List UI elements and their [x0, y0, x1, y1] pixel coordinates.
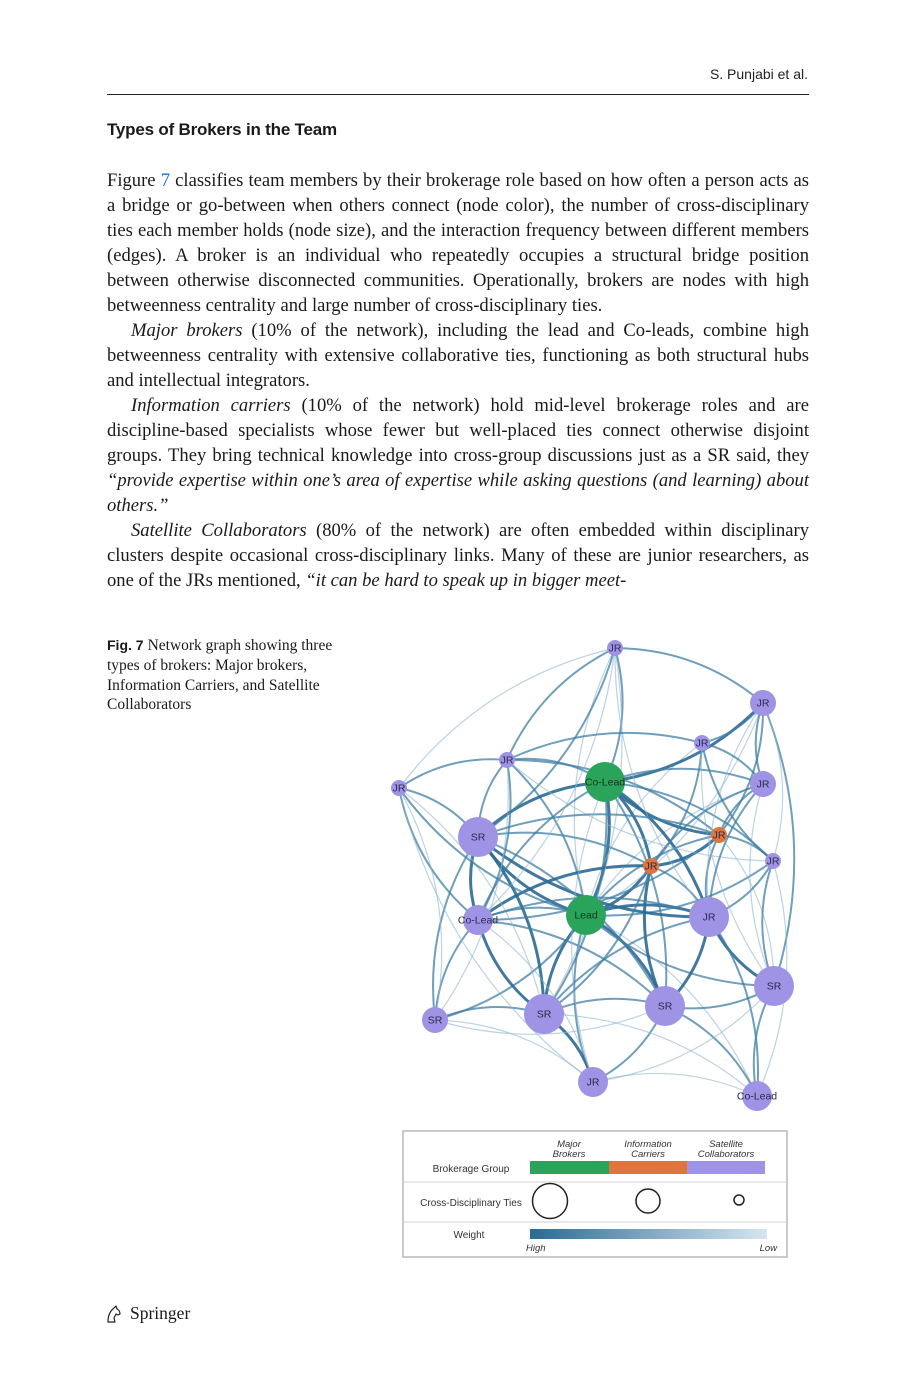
- running-head: S. Punjabi et al.: [709, 66, 808, 82]
- paragraph-3-rest: (10% of the network) hold mid-level brokerage roles and are discipline-based specialists whose fewer but well-placed ties connect otherwise disjoint groups. They bring technical knowledge into cross-group discussions just as a SR said, they: [107, 395, 809, 466]
- network-node-label: SR: [766, 980, 782, 993]
- legend-weight-high: High: [526, 1243, 546, 1254]
- figure-caption: [107, 636, 347, 715]
- paragraph-1-rest: classifies team members by their brokerage role based on how often a person acts as a bridge or go-between when others connect (node color), the number of cross-disciplinary ties each member holds (node size), and the interaction frequency between different members (edges). A broker is an individual who repeatedly occupies a structural bridge position between otherwise disconnected communities. Operationally, brokers are nodes with high betweenness centrality and large number of cross-disciplinary ties.: [107, 170, 809, 316]
- network-edge: [435, 1020, 593, 1082]
- network-node: [750, 771, 776, 797]
- legend-weight-low: Low: [759, 1243, 777, 1254]
- network-node: [578, 1067, 608, 1097]
- network-node-label: SR: [536, 1008, 552, 1021]
- network-node: [694, 735, 710, 751]
- network-node: [422, 1007, 448, 1033]
- network-node: [645, 986, 685, 1026]
- network-node: [643, 858, 659, 874]
- paragraph-1-start: Figure: [107, 170, 161, 191]
- network-node-label: Co-Lead: [736, 1090, 778, 1103]
- publisher-name: Springer: [130, 1303, 191, 1323]
- legend-row-brokerage-group: Brokerage Group: [432, 1164, 510, 1175]
- network-node: [765, 853, 781, 869]
- network-node: [754, 966, 794, 1006]
- legend-weight-gradient: [530, 1229, 767, 1239]
- legend-row-weight: Weight: [453, 1230, 485, 1241]
- network-graph: [370, 632, 810, 1272]
- network-node: [391, 780, 407, 796]
- network-node-label: JR: [644, 860, 658, 873]
- network-node: [524, 994, 564, 1034]
- footer: [104, 1303, 190, 1324]
- legend-column-satellite-collaborators: Satellite Collaborators: [697, 1139, 755, 1160]
- figure-label: Fig. 7: [107, 637, 144, 653]
- body-text: [107, 168, 809, 593]
- network-node: [737, 1081, 777, 1111]
- figure-7-reference-link[interactable]: 7: [160, 170, 170, 191]
- network-node-label: SR: [657, 1000, 673, 1013]
- network-node: [711, 827, 727, 843]
- network-node-label: JR: [712, 829, 726, 842]
- network-node: [458, 817, 498, 857]
- legend-column-information-carriers: Information Carriers: [624, 1139, 672, 1160]
- network-node: [585, 762, 625, 802]
- network-node-label: JR: [500, 754, 514, 767]
- legend-row-ties: Cross-Disciplinary Ties: [420, 1198, 522, 1209]
- network-node: [499, 752, 515, 768]
- paragraph-2: [107, 318, 809, 393]
- springer-horse-icon: [104, 1304, 124, 1324]
- network-node-label: JR: [392, 782, 406, 795]
- sr-quote: “provide expertise within one’s area of expertise while asking questions (and learning) about others.”: [107, 470, 809, 516]
- network-node-label: Lead: [574, 909, 598, 922]
- network-edge: [586, 915, 774, 986]
- jr-quote: “it can be hard to speak up in bigger meet-: [305, 570, 627, 591]
- information-carriers-term: Information carriers: [131, 395, 291, 416]
- network-edge: [478, 782, 605, 837]
- network-edge: [399, 788, 586, 915]
- network-edge: [763, 703, 794, 986]
- paragraph-1: [107, 168, 809, 318]
- network-edge: [435, 915, 586, 1020]
- network-node-label: JR: [766, 855, 780, 868]
- network-edge: [399, 788, 442, 1020]
- network-node-label: Co-Lead: [584, 776, 626, 789]
- network-node: [750, 690, 776, 716]
- network-node-label: JR: [608, 642, 622, 655]
- network-node-label: JR: [695, 737, 709, 750]
- network-edge: [605, 703, 763, 782]
- section-title: Types of Brokers in the Team: [107, 120, 337, 139]
- network-node-label: JR: [586, 1076, 600, 1089]
- network-node-label: JR: [702, 911, 716, 924]
- satellite-collaborators-term: Satellite Collaborators: [131, 520, 307, 541]
- legend-swatch-major: [530, 1161, 609, 1174]
- paragraph-2-rest: (10% of the network), including the lead and Co-leads, combine high betweenness centrality with extensive collaborative ties, functioning as both structural hubs and intellectual integrators.: [107, 320, 809, 391]
- legend-column-major-brokers: Major Brokers: [552, 1139, 586, 1160]
- network-nodes: [391, 640, 794, 1111]
- legend-swatch-satellite: [687, 1161, 765, 1174]
- legend-ties-small-circle: [734, 1195, 744, 1205]
- network-node: [607, 640, 623, 656]
- network-edge: [615, 648, 763, 703]
- legend-swatch-carrier: [609, 1161, 687, 1174]
- network-node-label: SR: [427, 1014, 443, 1027]
- legend-ties-medium-circle: [636, 1189, 660, 1213]
- figure-caption-text: Network graph showing three types of brokers: Major brokers, Information Carriers, and Satellite Collaborators: [107, 637, 333, 714]
- network-node-label: Co-Lead: [457, 914, 499, 927]
- network-edge: [399, 788, 478, 920]
- paragraph-4: [107, 518, 809, 593]
- network-edge: [507, 733, 702, 760]
- header-rule: [107, 94, 809, 95]
- paragraph-3: [107, 393, 809, 518]
- network-node: [689, 897, 729, 937]
- legend: [403, 1131, 787, 1257]
- network-edges: [399, 648, 794, 1096]
- legend-ties-large-circle: [533, 1184, 568, 1219]
- network-node-label: JR: [756, 697, 770, 710]
- network-node-label: SR: [470, 831, 486, 844]
- network-node: [566, 895, 606, 935]
- network-figure: [370, 632, 810, 1272]
- paragraph-4-rest: (80% of the network) are often embedded within disciplinary clusters despite occasional cross-disciplinary links. Many of these are junior researchers, as one of the JRs mentioned,: [107, 520, 809, 591]
- network-node-label: JR: [756, 778, 770, 791]
- major-brokers-term: Major brokers: [131, 320, 243, 341]
